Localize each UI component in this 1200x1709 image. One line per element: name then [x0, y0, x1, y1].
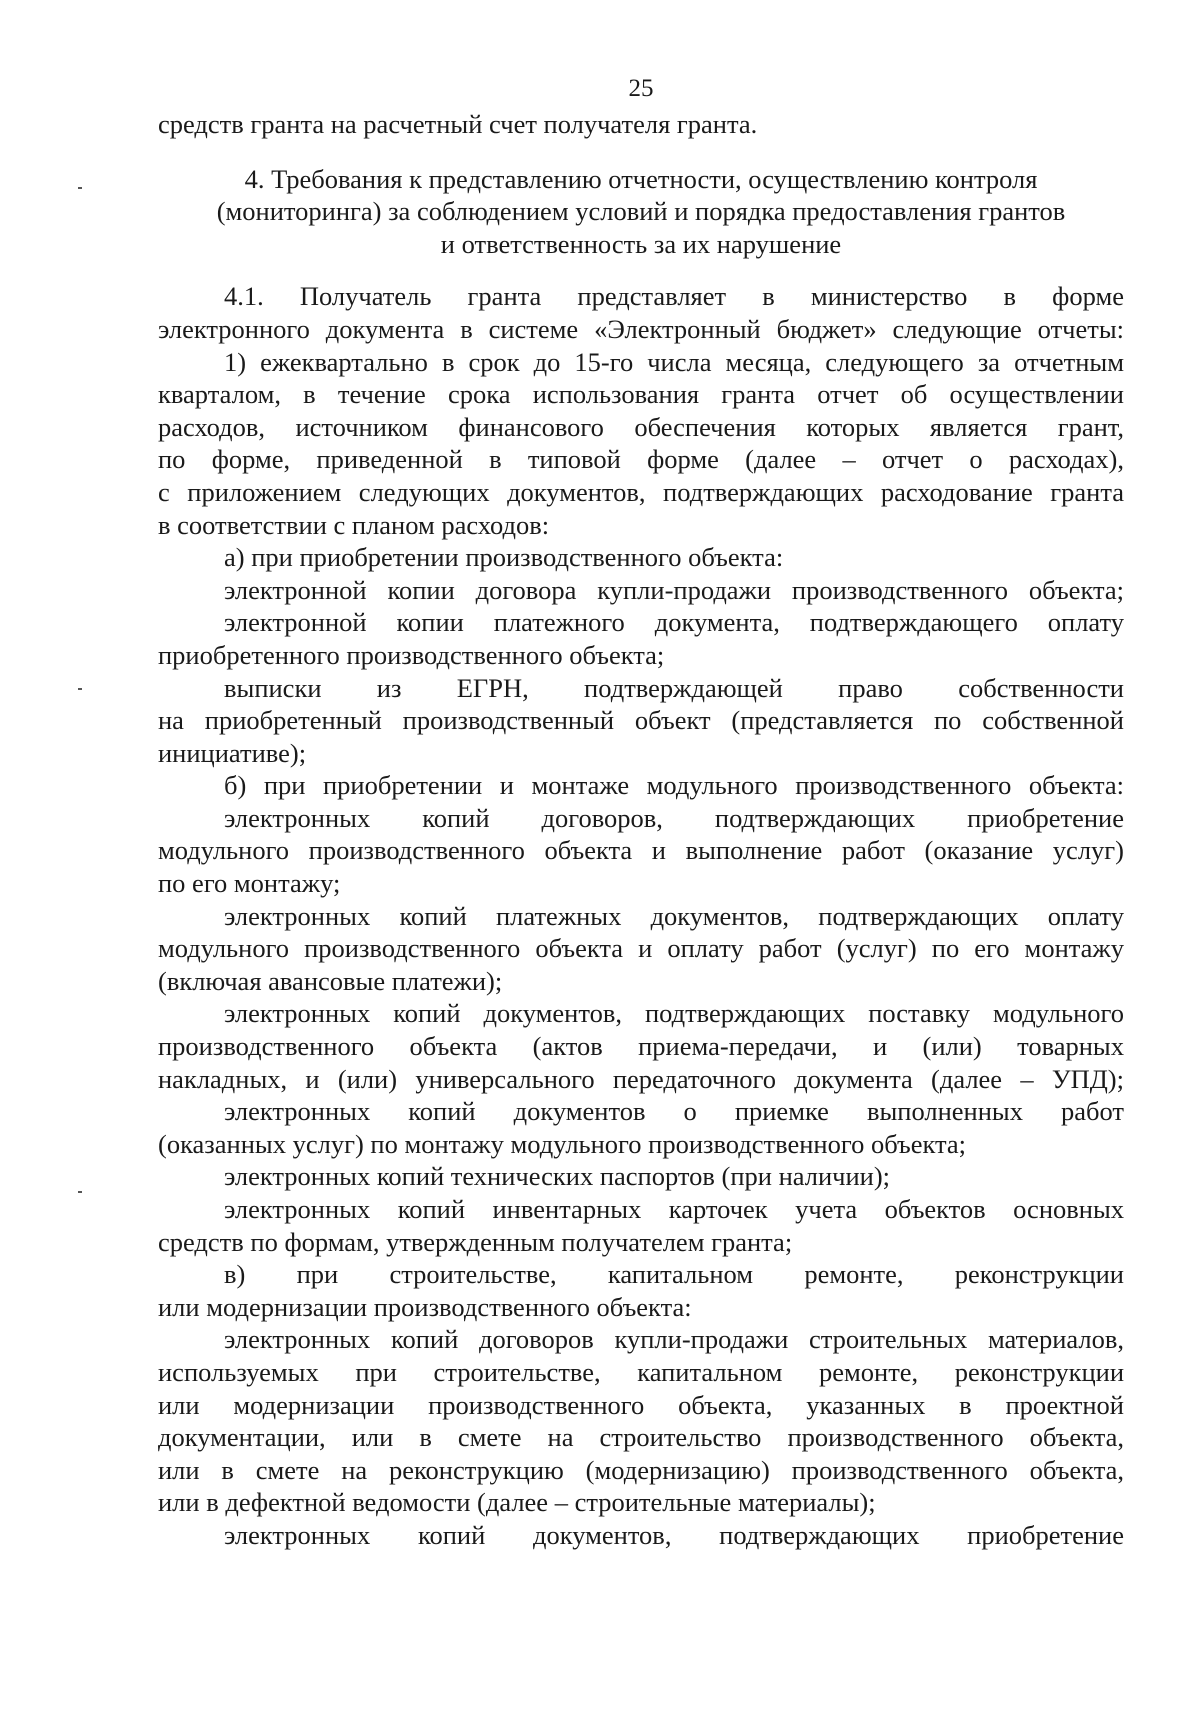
body-line: с приложением следующих документов, подтверждающих расходование гранта: [158, 476, 1124, 507]
body-line: используемых при строительстве, капитальном ремонте, реконструкции: [158, 1356, 1124, 1387]
continuation-line: средств гранта на расчетный счет получателя гранта.: [158, 109, 758, 139]
body-line: электронных копий документов, подтверждающих поставку модульного: [224, 998, 1124, 1029]
body-line: электронных копий документов о приемке выполненных работ: [224, 1096, 1124, 1127]
spacer: [158, 260, 1124, 280]
body-line: модульного производственного объекта и выполнение работ (оказание услуг): [158, 835, 1124, 866]
body-line: электронной копии договора купли-продажи производственного объекта;: [224, 574, 1124, 605]
body-line: (оказанных услуг) по монтажу модульного производственного объекта;: [158, 1128, 967, 1159]
body-line: или в смете на реконструкцию (модернизацию) производственного объекта,: [158, 1454, 1124, 1485]
body-line: электронных копий документов, подтверждающих приобретение: [224, 1519, 1124, 1550]
body-line: расходов, источником финансового обеспечения которых является грант,: [158, 411, 1124, 442]
body-line: электронного документа в системе «Электронный бюджет» следующие отчеты:: [158, 313, 1124, 344]
scan-speck: [78, 187, 82, 189]
body-line: средств по формам, утвержденным получателем гранта;: [158, 1226, 793, 1257]
body-line: документации, или в смете на строительство производственного объекта,: [158, 1422, 1124, 1453]
section-heading: [158, 163, 1124, 261]
body-line: инициативе);: [158, 737, 307, 768]
body-line: приобретенного производственного объекта;: [158, 639, 665, 670]
body-line: электронных копий инвентарных карточек учета объектов основных: [224, 1194, 1124, 1224]
body-line: выписки из ЕГРН, подтверждающей право собственности: [224, 672, 1124, 703]
body-line: а) при приобретении производственного объекта:: [224, 542, 784, 573]
body-line: на приобретенный производственный объект (представляется по собственной: [158, 705, 1124, 736]
section-heading-line: (мониторинга) за соблюдением условий и порядка предоставления грантов: [216, 196, 1066, 227]
scan-speck: [78, 1191, 82, 1193]
body-line: по форме, приведенной в типовой форме (далее – отчет о расходах),: [158, 444, 1124, 475]
body-line: или модернизации производственного объекта:: [158, 1291, 692, 1322]
body-line: в соответствии с планом расходов:: [158, 509, 550, 540]
body-line: в) при строительстве, капитальном ремонте, реконструкции: [224, 1259, 1124, 1290]
body-line: электронной копии платежного документа, подтверждающего оплату: [224, 607, 1124, 638]
body-line: накладных, и (или) универсального передаточного документа (далее – УПД);: [158, 1063, 1124, 1094]
body-line: производственного объекта (актов приема-передачи, и (или) товарных: [158, 1031, 1124, 1062]
body-line: б) при приобретении и монтаже модульного производственного объекта:: [224, 770, 1124, 801]
body-line: электронных копий технических паспортов (при наличии);: [224, 1161, 891, 1192]
spacer: [158, 141, 1124, 163]
body-line: электронных копий платежных документов, подтверждающих оплату: [224, 900, 1124, 931]
body-line: (включая авансовые платежи);: [158, 965, 503, 996]
body-line: 1) ежеквартально в срок до 15-го числа месяца, следующего за отчетным: [224, 346, 1124, 377]
section-heading-line: и ответственность за их нарушение: [440, 228, 842, 259]
body-line: 4.1. Получатель гранта представляет в министерство в форме: [224, 281, 1124, 312]
body-line: модульного производственного объекта и оплату работ (услуг) по его монтажу: [158, 933, 1124, 964]
page-number: 25: [628, 75, 654, 102]
section-heading-line: 4. Требования к представлению отчетности, осуществлению контроля: [244, 163, 1038, 194]
document-page: [158, 70, 1124, 1552]
body-line: или в дефектной ведомости (далее – строительные материалы);: [158, 1487, 876, 1518]
body-line: или модернизации производственного объекта, указанных в проектной: [158, 1389, 1124, 1420]
body-line: по его монтажу;: [158, 868, 341, 899]
body-line: электронных копий договоров, подтверждающих приобретение: [224, 802, 1124, 833]
body-line: электронных копий договоров купли-продажи строительных материалов,: [224, 1324, 1124, 1355]
scan-speck: [78, 688, 82, 690]
body-line: кварталом, в течение срока использования гранта отчет об осуществлении: [158, 379, 1124, 410]
document-body: [158, 280, 1124, 1551]
